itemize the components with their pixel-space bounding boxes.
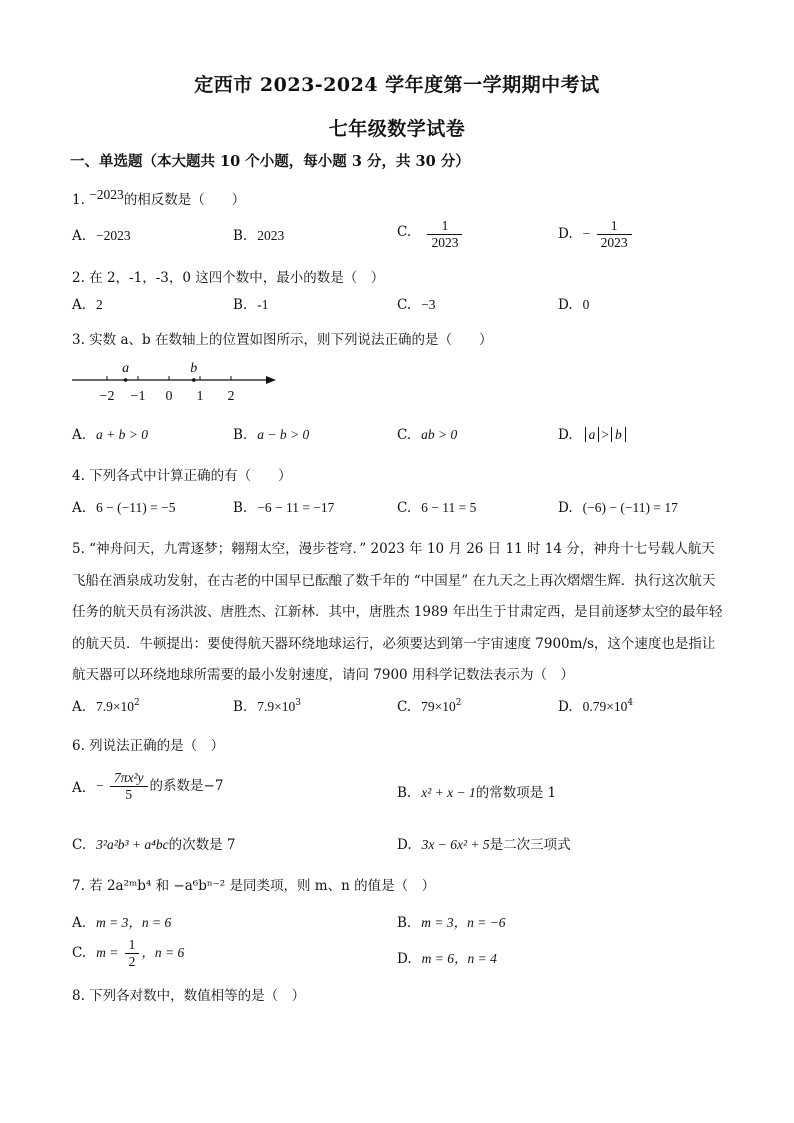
fraction: $\frac{\text{7πx²y}}{5}$ bbox=[110, 770, 148, 803]
fraction: $\frac{1}{2023}$ bbox=[597, 218, 632, 251]
q3-option-b: B. a − b > 0 bbox=[233, 427, 310, 443]
q6-option-a: A. − $\frac{\text{7πx²y}}{5}$ 的系数是−7 bbox=[72, 770, 224, 802]
q2-option-a: A. 2 bbox=[72, 297, 103, 313]
q1-option-c: C. $\frac{1}{2023}$ bbox=[397, 218, 464, 251]
q2-option-c: C. −3 bbox=[397, 297, 436, 313]
section-heading: 一、单选题（本大题共 10 个小题，每小题 3 分，共 30 分） bbox=[70, 153, 470, 170]
q2-option-d: D. 0 bbox=[558, 297, 590, 313]
q5-option-b: B. $7.9\times 10^3$ bbox=[233, 698, 301, 715]
question-6-stem: 6. 列说法正确的是（ ） bbox=[72, 738, 225, 754]
question-1-text: 的相反数是（ ） bbox=[123, 192, 246, 208]
number-line-tick-label: −2 bbox=[99, 389, 115, 404]
question-8-stem: 8. 下列各对数中，数值相等的是（ ） bbox=[72, 988, 306, 1004]
number-line-point-label: a bbox=[122, 361, 130, 376]
number-line-tick-label: 0 bbox=[165, 389, 173, 404]
question-7-stem: 7. 若 2a²ᵐb⁴ 和 −a⁶bⁿ⁻² 是同类项，则 m、n 的值是（ ） bbox=[72, 878, 436, 894]
q1-option-a: A. −2023 bbox=[72, 228, 131, 244]
number-line-tick-label: 1 bbox=[196, 389, 204, 404]
q7-option-a: A. m = 3，n = 6 bbox=[72, 915, 172, 931]
q3-option-d: D. a > b bbox=[558, 427, 628, 443]
question-2-stem: 2. 在 2，-1，-3，0 这四个数中，最小的数是（ ） bbox=[72, 270, 385, 286]
question-3-stem: 3. 实数 a、b 在数轴上的位置如图所示，则下列说法正确的是（ ） bbox=[72, 332, 493, 348]
q7-option-b: B. m = 3，n = −6 bbox=[397, 915, 506, 931]
exam-subtitle: 七年级数学试卷 bbox=[328, 118, 466, 140]
question-number: 1. bbox=[72, 192, 85, 208]
question-1-expr: −2023 bbox=[89, 187, 124, 202]
number-line-point bbox=[192, 378, 196, 382]
number-line-arrow bbox=[266, 376, 276, 384]
q1-option-d: D. − $\frac{1}{2023}$ bbox=[558, 218, 634, 251]
question-5-stem: 5. “神舟问天，九霄逐梦；翱翔太空，漫步苍穹．” 2023 年 10 月 26 日 11 时 14 分，神舟十七号载人航天飞船在酒泉成功发射，在古老的中国早已酝酿了数千年的 “中国星” 在九天之上再次熠熠生辉．执行这次航天任务的航天员有汤洪波、唐胜杰、江新林．其中，唐胜杰 1989 年出生于甘肃定西，是目前逐梦太空的最年轻的航天员．牛顿提出：要使得航天器环绕地球运行，必须要达到第一宇宙速度 7900m/s，这个速度也是指让航天器可以环绕地球所需要的最小发射速度，请问 7900 用科学记数法表示为（ ） bbox=[72, 541, 723, 683]
q4-option-d: D. (−6) − (−11) = 17 bbox=[558, 500, 678, 516]
fraction: $\frac{1}{2023}$ bbox=[427, 218, 462, 251]
q2-option-b: B. -1 bbox=[233, 297, 269, 313]
q4-option-a: A. 6 − (−11) = −5 bbox=[72, 500, 176, 516]
q3-option-a: A. a + b > 0 bbox=[72, 427, 149, 443]
fraction: $\frac{1}{2}$ bbox=[125, 937, 140, 970]
q6-option-c: C. 3²a²b³ + a⁴bc的次数是 7 bbox=[72, 837, 236, 853]
q5-option-a: A. $7.9\times 10^2$ bbox=[72, 698, 140, 715]
q7-option-c: C. m = $\frac{1}{2}$ ，n = 6 bbox=[72, 937, 185, 969]
question-1-stem bbox=[72, 188, 245, 208]
q4-option-c: C. 6 − 11 = 5 bbox=[397, 500, 477, 516]
q1-option-b: B. 2023 bbox=[233, 228, 285, 244]
q7-option-d: D. m = 6，n = 4 bbox=[397, 951, 497, 967]
q3-option-c: C. ab > 0 bbox=[397, 427, 458, 443]
number-line-point bbox=[124, 378, 128, 382]
q6-option-d: D. 3x − 6x² + 5是二次三项式 bbox=[397, 837, 571, 853]
q6-option-b: B. x² + x − 1的常数项是 1 bbox=[397, 785, 557, 801]
q4-option-b: B. −6 − 11 = −17 bbox=[233, 500, 335, 516]
number-line bbox=[66, 356, 286, 406]
number-line-tick-label: 2 bbox=[227, 389, 235, 404]
number-line-tick-label: −1 bbox=[130, 389, 146, 404]
q5-option-d: D. $0.79\times 10^4$ bbox=[558, 698, 634, 715]
number-line-point-label: b bbox=[190, 361, 198, 376]
q5-option-c: C. $79\times 10^2$ bbox=[397, 698, 462, 715]
exam-title: 定西市 2023-2024 学年度第一学期期中考试 bbox=[194, 74, 600, 96]
question-4-stem: 4. 下列各式中计算正确的有（ ） bbox=[72, 468, 292, 484]
